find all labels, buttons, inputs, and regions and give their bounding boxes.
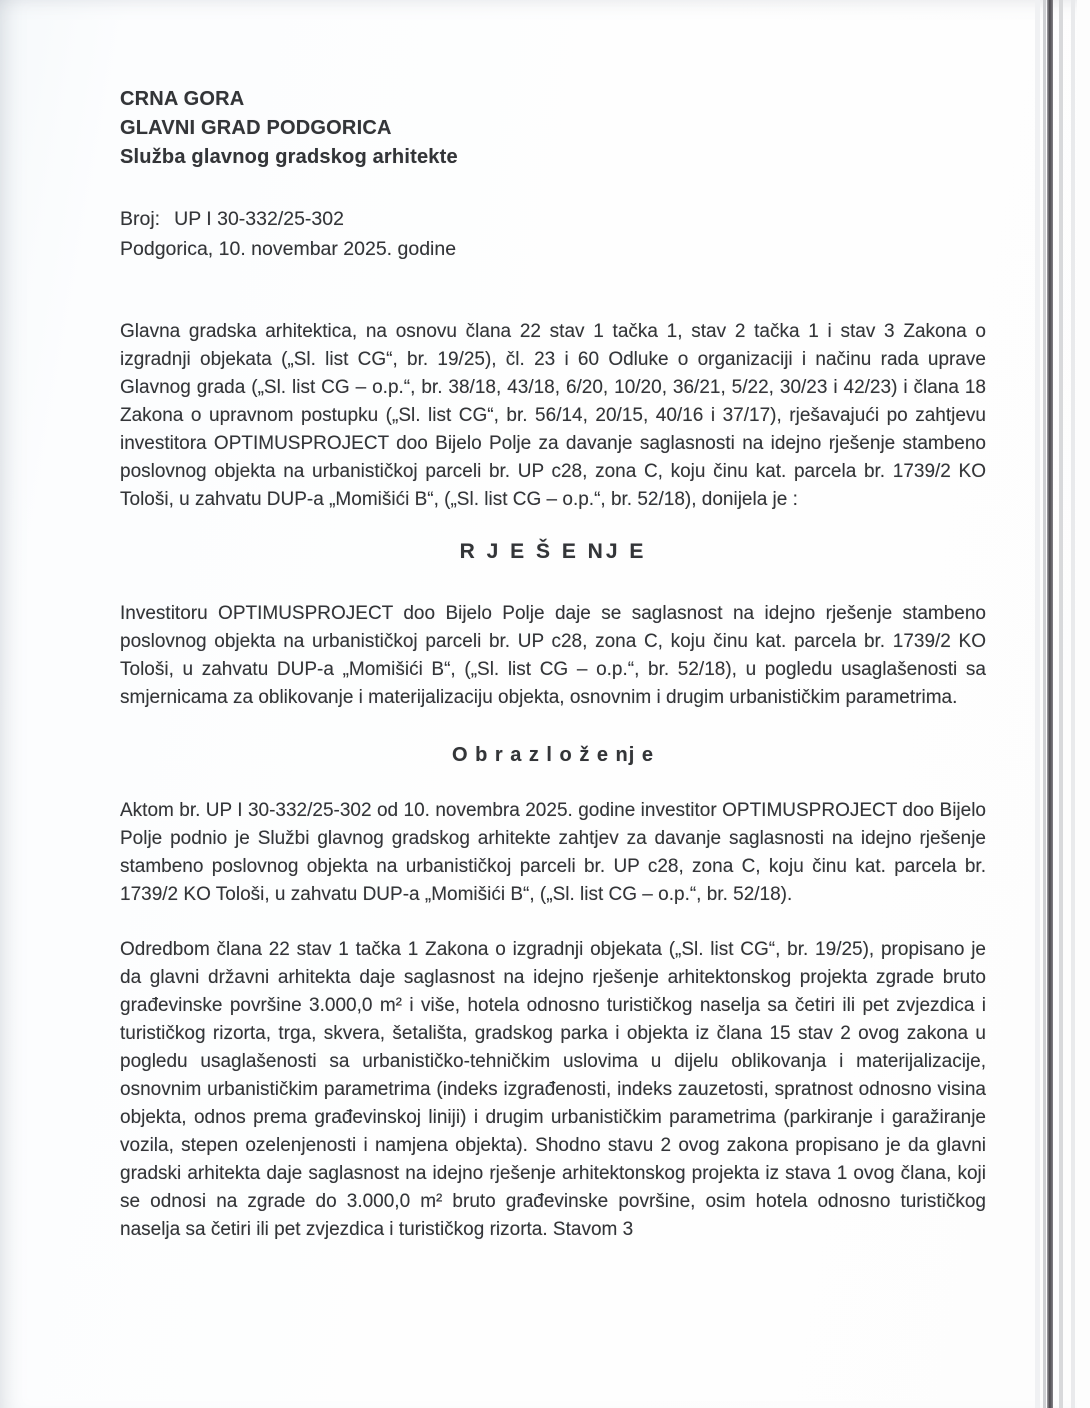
- letterhead-country: CRNA GORA: [120, 88, 245, 110]
- scan-edge-strip-white: [1077, 0, 1090, 1408]
- explanation-paragraph-2: Odredbom člana 22 stav 1 tačka 1 Zakona o izgradnji objekata („Sl. list CG“, br. 19/25), propisano je da glavni državni arhitekta daje saglasnost na idejno rješenje arhitektonskog projekta zgrade bruto građevinske površine 3.000,0 m² i više, hotela odnosno turističkog naselja sa četiri ili pet zvjezdica i turističkog rizorta, trga, skvera, šetališta, gradskog parka i objekta iz člana 15 stav 2 ovog zakona u pogledu usaglašenosti sa urbanističko-tehničkim uslovima u dijelu oblikovanja i materijalizacije, osnovnim urbanističkim parametrima (indeks izgrađenosti, indeks zauzetosti, spratnost odnosno visina objekta, odnos prema građevinskoj liniji) i drugim urbanističkim parametrima (parkiranje i garažiranje vozila, stepen ozelenjenosti i namjena objekta). Shodno stavu 2 ovog zakona propisano je da glavni gradski arhitekta daje saglasnost na idejno rješenje arhitektonskog projekta iz stava 1 ovog člana, koji se odnosi na zgrade do 3.000,0 m² bruto građevinske površine, osim hotela odnosno turističkog naselja sa četiri ili pet zvjezdica i turističkog rizorta. Stavom 3: [120, 939, 986, 1240]
- scan-fold-line-dark: [1047, 0, 1053, 1408]
- reference-number-label: Broj:: [120, 208, 161, 230]
- explanation-paragraph-1: Aktom br. UP I 30-332/25-302 od 10. novembra 2025. godine investitor OPTIMUSPROJECT doo Bijelo Polje podnio je Službi glavnog gradskog arhitekte zahtjev za davanje saglasnosti na idejno rješenje stambeno poslovnog objekta na urbanističkoj parceli br. UP c28, zona C, koju činu kat. parcela br. 1739/2 KO Tološi, u zahvatu DUP-a „Momišići B“, („Sl. list CG – o.p.“, br. 52/18).: [120, 800, 986, 905]
- intro-paragraph: Glavna gradska arhitektica, na osnovu člana 22 stav 1 tačka 1, stav 2 tačka 1 i stav 3 Zakona o izgradnji objekata („Sl. list CG“, br. 19/25), čl. 23 i 60 Odluke o organizaciji i načinu rada uprave Glavnog grada („Sl. list CG – o.p.“, br. 38/18, 43/18, 6/20, 10/20, 36/21, 5/22, 30/23 i 42/23) i člana 18 Zakona o upravnom postupku („Sl. list CG“, br. 56/14, 20/15, 40/16 i 37/17), rješavajući po zahtjevu investitora OPTIMUSPROJECT doo Bijelo Polje za davanje saglasnosti na idejno rješenje stambeno poslovnog objekta na urbanističkoj parceli br. UP c28, zona C, koju činu kat. parcela br. 1739/2 KO Tološi, u zahvatu DUP-a „Momišići B“, („Sl. list CG – o.p.“, br. 52/18), donijela je :: [120, 321, 986, 510]
- reference-place-date: Podgorica, 10. novembar 2025. godine: [120, 238, 457, 260]
- scan-edge-line-mid: [1059, 0, 1063, 1408]
- letterhead: [120, 85, 986, 172]
- letterhead-city: GLAVNI GRAD PODGORICA: [120, 117, 392, 139]
- explanation-heading: O b r a z l o ž e nj e: [451, 744, 655, 766]
- reference-number-value: UP I 30-332/25-302: [174, 208, 344, 230]
- letterhead-office: Služba glavnog gradskog arhitekte: [120, 146, 458, 168]
- scan-edge-line-soft: [1043, 0, 1046, 1408]
- reference-number-line: [120, 204, 986, 234]
- scan-edge-line-outer: [1035, 0, 1040, 1408]
- document-body: [120, 85, 986, 1244]
- decision-heading: R J E Š E NJ E: [459, 540, 647, 563]
- reference-block: [120, 204, 986, 264]
- decision-paragraph: Investitoru OPTIMUSPROJECT doo Bijelo Polje daje se saglasnost na idejno rješenje stambeno poslovnog objekta na urbanističkoj parceli br. UP c28, zona C, koju činu kat. parcela br. 1739/2 KO Tološi, u zahvatu DUP-a „Momišići B“, („Sl. list CG – o.p.“, br. 52/18), u pogledu usaglašenosti sa smjernicama za oblikovanje i materijalizaciju objekta, osnovnim i drugim urbanističkim parametrima.: [120, 603, 986, 708]
- scan-edge-line-faint: [1071, 0, 1075, 1408]
